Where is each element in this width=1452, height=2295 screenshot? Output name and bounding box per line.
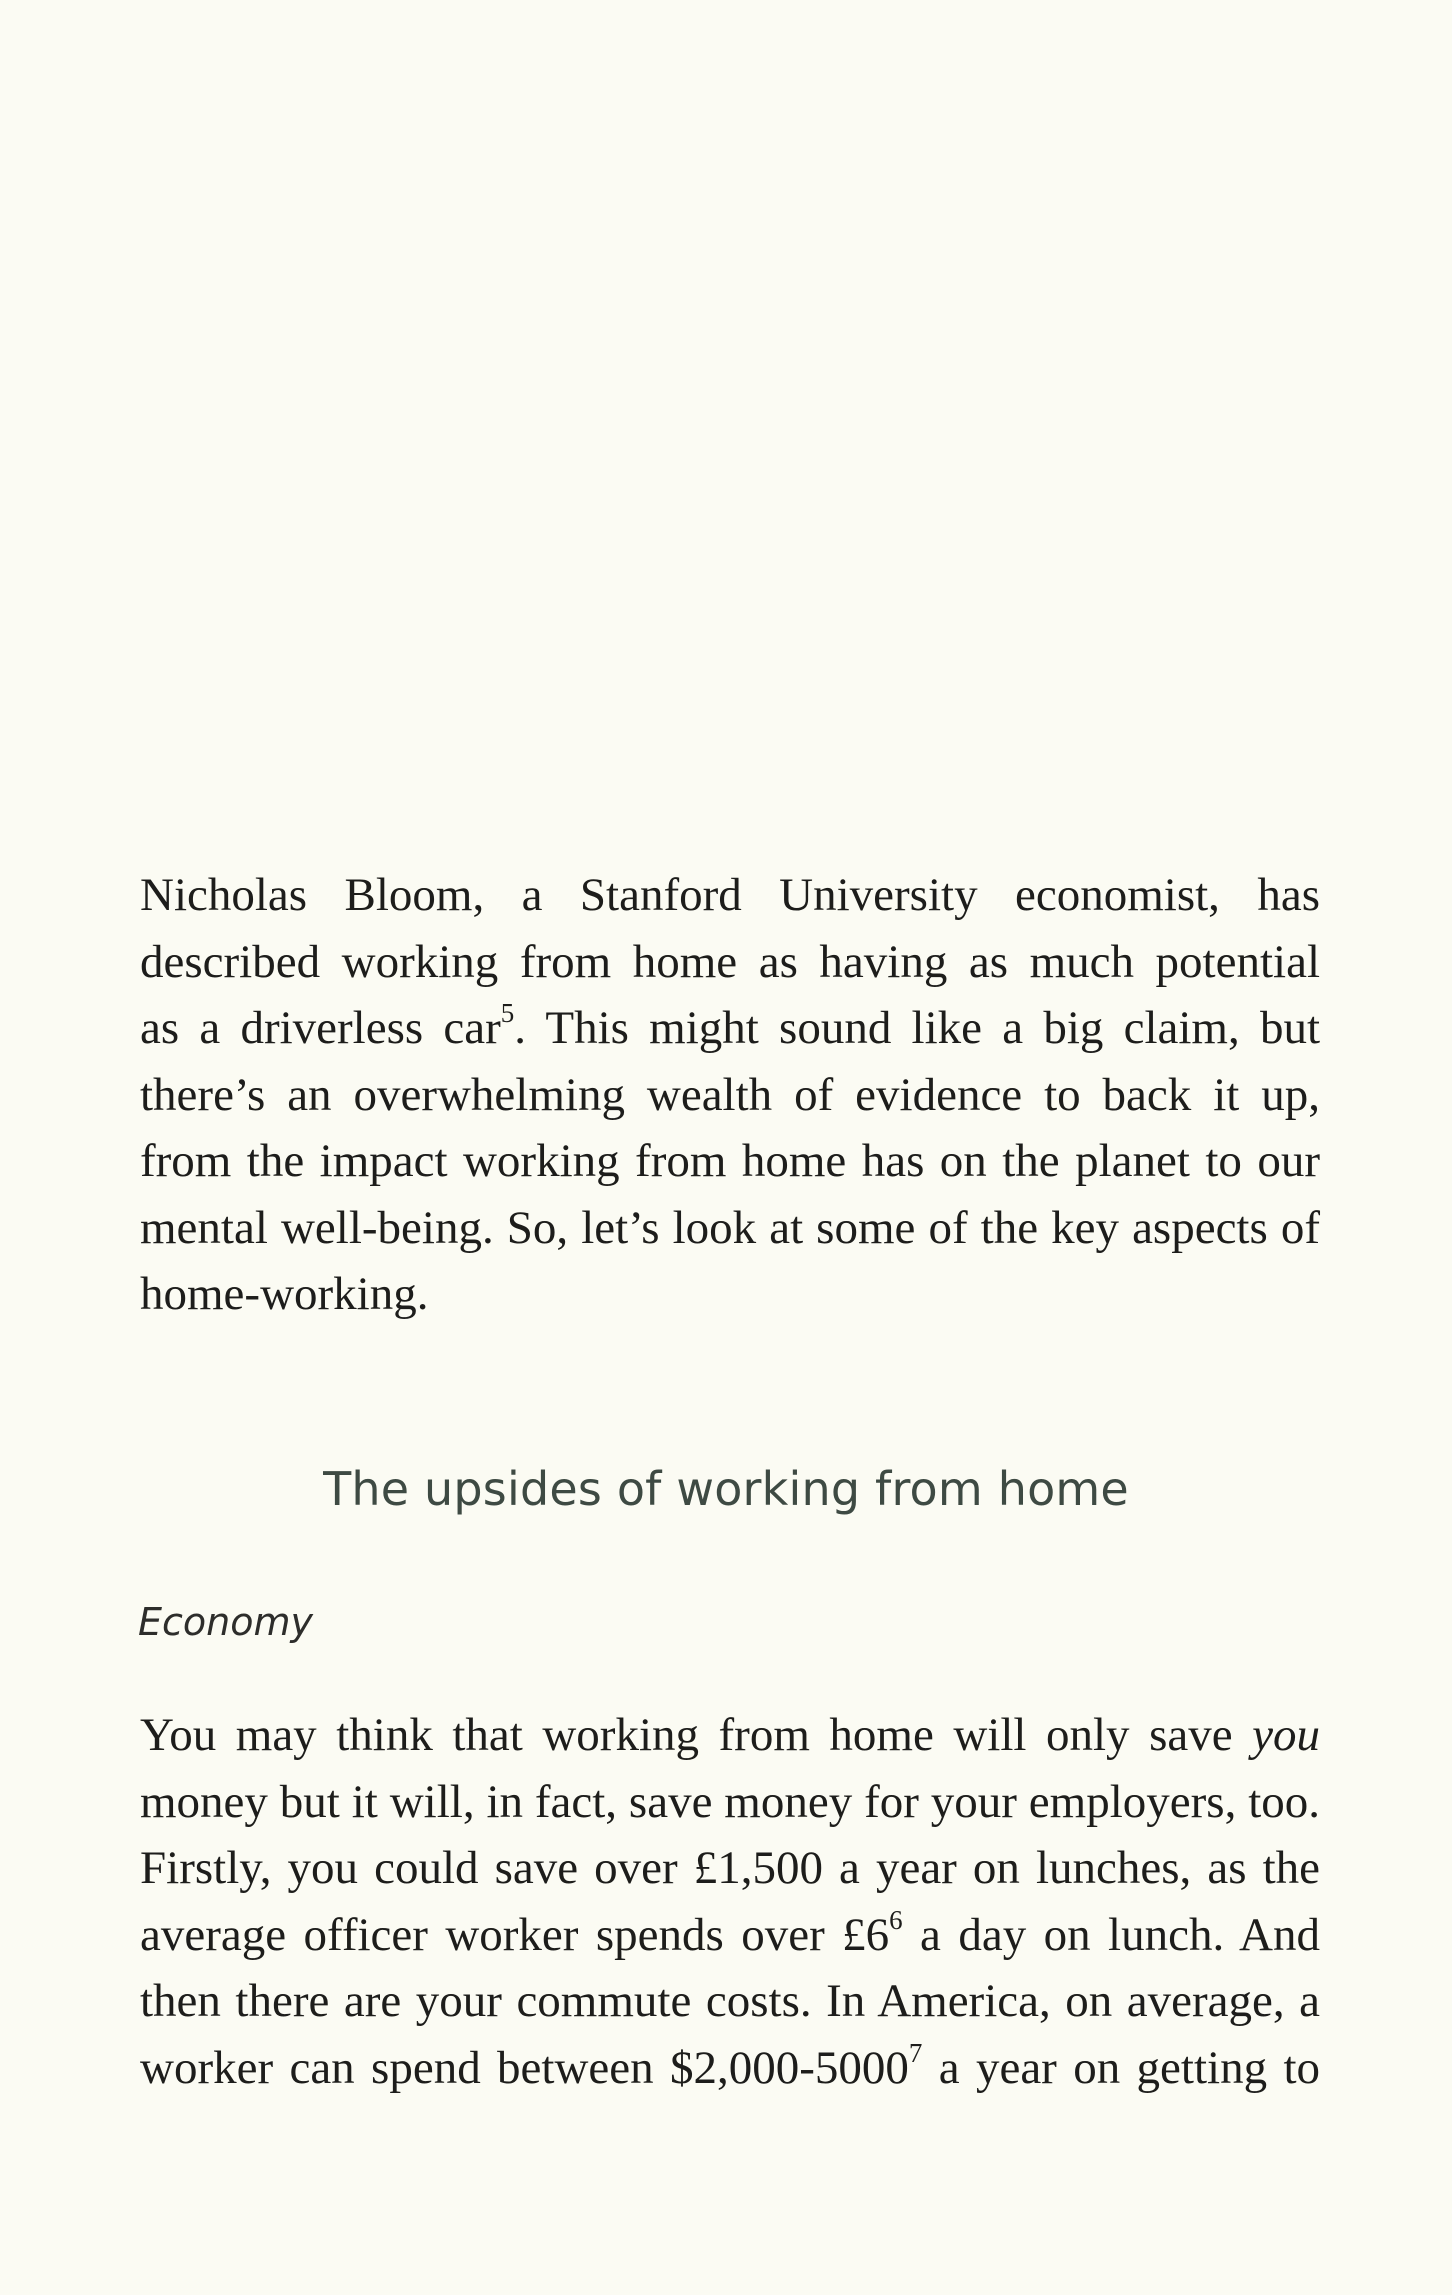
intro-line: described working from home as having as much potential: [140, 935, 1320, 988]
economy-line-text: average officer worker spends over £6: [140, 1908, 890, 1961]
intro-line-text: as a driverless car: [140, 1002, 501, 1054]
economy-paragraph: [140, 1702, 1320, 2101]
economy-line: [140, 1902, 1320, 1969]
economy-line-text: You may think that working from home will only save: [140, 1709, 1253, 1761]
footnote-marker: 7: [908, 2037, 923, 2068]
subsection-heading: Economy: [138, 1600, 313, 1644]
economy-line: money but it will, in fact, save money for your employers, too.: [140, 1775, 1320, 1828]
economy-line-text: a day on lunch. And: [902, 1908, 1320, 1961]
economy-line-text: a year on getting to: [922, 2041, 1320, 2094]
economy-line: Firstly, you could save over £1,500 a year on lunches, as the: [140, 1842, 1320, 1894]
intro-line: [140, 995, 1320, 1062]
intro-line: there’s an overwhelming wealth of evidence to back it up,: [140, 1068, 1320, 1121]
economy-line: [140, 2035, 1320, 2102]
emphasis-text: you: [1252, 1709, 1320, 1761]
footnote-marker: 6: [889, 1904, 903, 1935]
intro-line: Nicholas Bloom, a Stanford University economist, has: [140, 869, 1320, 921]
intro-paragraph: [140, 862, 1320, 1328]
intro-line-text: . This might sound like a big claim, but: [514, 1002, 1321, 1054]
intro-line: from the impact working from home has on the planet to our: [140, 1135, 1320, 1187]
section-heading: The upsides of working from home: [323, 1462, 1129, 1516]
footnote-marker: 5: [500, 998, 515, 1029]
economy-line: [140, 1702, 1320, 1769]
economy-line: then there are your commute costs. In America, on average, a: [140, 1975, 1320, 2027]
intro-line: home-working.: [140, 1268, 429, 1320]
intro-line: mental well-being. So, let’s look at some of the key aspects of: [140, 1201, 1320, 1254]
economy-line-text: worker can spend between $2,000-5000: [140, 2041, 909, 2094]
